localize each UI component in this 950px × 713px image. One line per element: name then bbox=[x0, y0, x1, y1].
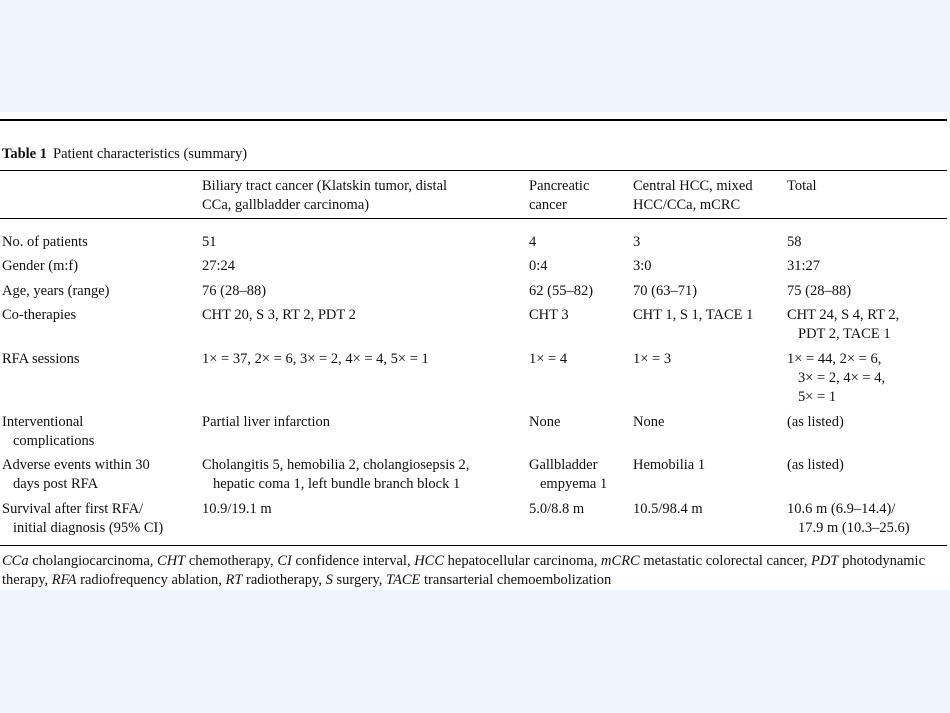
table-cell-central-hcc bbox=[633, 306, 753, 325]
cell-line: Co-therapies bbox=[2, 307, 77, 323]
header-line: Biliary tract cancer (Klatskin tumor, distal bbox=[202, 178, 448, 194]
cell-line: 1× = 44, 2× = 6, bbox=[787, 351, 882, 367]
cell-line: 62 (55–82) bbox=[529, 283, 594, 299]
table-cell-biliary bbox=[202, 413, 330, 432]
footnote-abbreviation: PDT bbox=[811, 553, 839, 569]
footnote-abbreviation: RFA bbox=[51, 572, 77, 588]
cell-line: 4 bbox=[529, 234, 537, 250]
table-cell-biliary bbox=[202, 282, 266, 301]
cell-line: empyema 1 bbox=[540, 476, 608, 492]
table-cell-biliary bbox=[202, 456, 469, 494]
header-top-rule bbox=[0, 170, 947, 171]
table-caption bbox=[2, 146, 247, 163]
cell-line: 51 bbox=[202, 234, 217, 250]
cell-line: 70 (63–71) bbox=[633, 283, 698, 299]
cell-line: 3 bbox=[633, 234, 641, 250]
cell-line: (as listed) bbox=[787, 414, 844, 430]
footnote-abbreviation: CI bbox=[277, 553, 292, 569]
cell-line: (as listed) bbox=[787, 457, 844, 473]
table-title: Patient characteristics (summary) bbox=[53, 146, 248, 162]
cell-line: 10.9/19.1 m bbox=[202, 501, 272, 517]
cell-line: 27:24 bbox=[202, 258, 236, 274]
footnote-definition: metastatic colorectal cancer, bbox=[639, 553, 812, 569]
row-label bbox=[2, 257, 78, 276]
table-cell-pancreatic bbox=[529, 306, 569, 325]
table-cell-total bbox=[787, 456, 844, 475]
footnote-definition: chemotherapy, bbox=[185, 553, 278, 569]
cell-line: None bbox=[633, 414, 665, 430]
cell-line: CHT 24, S 4, RT 2, bbox=[787, 307, 900, 323]
cell-line: 10.5/98.4 m bbox=[633, 501, 703, 517]
table-label: Table 1 bbox=[2, 146, 47, 162]
column-header-pancreatic bbox=[529, 177, 589, 215]
table-cell-total bbox=[787, 233, 802, 252]
cell-line: CHT 1, S 1, TACE 1 bbox=[633, 307, 754, 323]
table-cell-pancreatic bbox=[529, 257, 548, 276]
cell-line: Cholangitis 5, hemobilia 2, cholangiosepsis 2, bbox=[202, 457, 470, 473]
header-bottom-rule bbox=[0, 218, 947, 219]
cell-line: complications bbox=[13, 433, 95, 449]
column-header-total bbox=[787, 177, 817, 196]
cell-line: None bbox=[529, 414, 561, 430]
row-label bbox=[2, 306, 76, 325]
table-cell-pancreatic bbox=[529, 282, 593, 301]
table-cell-central-hcc bbox=[633, 413, 664, 432]
footnote-definition: radiotherapy, bbox=[242, 572, 326, 588]
cell-line: 5.0/8.8 m bbox=[529, 501, 585, 517]
table-cell-total bbox=[787, 413, 844, 432]
table-cell-biliary bbox=[202, 350, 429, 369]
footnote-definition: cholangiocarcinoma, bbox=[28, 553, 158, 569]
table-sheet bbox=[0, 112, 950, 590]
column-header-central-hcc bbox=[633, 177, 753, 215]
cell-line: 3× = 2, 4× = 4, bbox=[798, 370, 886, 386]
table-cell-pancreatic bbox=[529, 350, 567, 369]
table-cell-central-hcc bbox=[633, 233, 640, 252]
cell-line: initial diagnosis (95% CI) bbox=[13, 520, 164, 536]
table-cell-biliary bbox=[202, 500, 272, 519]
cell-line: CHT 3 bbox=[529, 307, 569, 323]
cell-line: 75 (28–88) bbox=[787, 283, 852, 299]
cell-line: Age, years (range) bbox=[2, 283, 110, 299]
cell-line: Gender (m:f) bbox=[2, 258, 79, 274]
cell-line: No. of patients bbox=[2, 234, 88, 250]
cell-line: 5× = 1 bbox=[798, 389, 837, 405]
footnote-abbreviation: mCRC bbox=[601, 553, 640, 569]
cell-line: 31:27 bbox=[787, 258, 821, 274]
cell-line: 17.9 m (10.3–25.6) bbox=[798, 520, 910, 536]
table-cell-biliary bbox=[202, 233, 217, 252]
row-label bbox=[2, 282, 109, 301]
table-cell-pancreatic bbox=[529, 413, 560, 432]
footnote-abbreviation: TACE bbox=[386, 572, 421, 588]
footnote-abbreviation: CCa bbox=[2, 553, 29, 569]
header-line: Pancreatic bbox=[529, 178, 590, 194]
cell-line: CHT 20, S 3, RT 2, PDT 2 bbox=[202, 307, 356, 323]
footnote-definition: hepatocellular carcinoma, bbox=[444, 553, 602, 569]
footnote-definition: transarterial chemoembolization bbox=[420, 572, 612, 588]
table-footnote bbox=[2, 552, 948, 590]
table-cell-pancreatic bbox=[529, 500, 584, 519]
table-cell-total bbox=[787, 350, 885, 407]
row-label bbox=[2, 413, 94, 451]
table-cell-total bbox=[787, 257, 820, 276]
cell-line: Gallbladder bbox=[529, 457, 598, 473]
table-cell-pancreatic bbox=[529, 456, 607, 494]
footnote-definition: radiofrequency ablation, bbox=[76, 572, 226, 588]
footnote-definition: photodynamic therapy, bbox=[2, 553, 926, 588]
cell-line: Interventional bbox=[2, 414, 84, 430]
cell-line: hepatic coma 1, left bundle branch block 1 bbox=[213, 476, 461, 492]
table-cell-central-hcc bbox=[633, 350, 671, 369]
cell-line: PDT 2, TACE 1 bbox=[798, 326, 891, 342]
cell-line: 10.6 m (6.9–14.4)/ bbox=[787, 501, 896, 517]
table-cell-biliary bbox=[202, 306, 356, 325]
cell-line: Adverse events within 30 bbox=[2, 457, 150, 473]
cell-line: 3:0 bbox=[633, 258, 652, 274]
cell-line: 1× = 3 bbox=[633, 351, 672, 367]
header-line: CCa, gallbladder carcinoma) bbox=[202, 197, 370, 213]
footnote-abbreviation: RT bbox=[225, 572, 243, 588]
cell-line: Partial liver infarction bbox=[202, 414, 331, 430]
footnote-abbreviation: CHT bbox=[157, 553, 186, 569]
table-cell-central-hcc bbox=[633, 456, 705, 475]
cell-line: days post RFA bbox=[13, 476, 99, 492]
cell-line: 1× = 4 bbox=[529, 351, 568, 367]
table-cell-pancreatic bbox=[529, 233, 536, 252]
table-cell-central-hcc bbox=[633, 282, 697, 301]
table-cell-central-hcc bbox=[633, 500, 703, 519]
table-bottom-rule bbox=[0, 545, 947, 546]
table-cell-central-hcc bbox=[633, 257, 652, 276]
cell-line: Survival after first RFA/ bbox=[2, 501, 144, 517]
cell-line: Hemobilia 1 bbox=[633, 457, 706, 473]
cell-line: 58 bbox=[787, 234, 802, 250]
footnote-abbreviation: S bbox=[325, 572, 333, 588]
table-cell-total bbox=[787, 282, 851, 301]
header-line: cancer bbox=[529, 197, 567, 213]
header-line: Total bbox=[787, 178, 817, 194]
footnote-definition: surgery, bbox=[332, 572, 387, 588]
column-header-biliary bbox=[202, 177, 447, 215]
top-rule bbox=[0, 119, 947, 121]
table-cell-biliary bbox=[202, 257, 235, 276]
cell-line: 0:4 bbox=[529, 258, 548, 274]
row-label bbox=[2, 500, 163, 538]
header-line: HCC/CCa, mCRC bbox=[633, 197, 741, 213]
cell-line: 1× = 37, 2× = 6, 3× = 2, 4× = 4, 5× = 1 bbox=[202, 351, 429, 367]
footnote-definition: confidence interval, bbox=[291, 553, 415, 569]
table-cell-total bbox=[787, 306, 899, 344]
header-line: Central HCC, mixed bbox=[633, 178, 753, 194]
row-label bbox=[2, 456, 150, 494]
cell-line: RFA sessions bbox=[2, 351, 80, 367]
table-cell-total bbox=[787, 500, 910, 538]
row-label bbox=[2, 350, 80, 369]
cell-line: 76 (28–88) bbox=[202, 283, 267, 299]
row-label bbox=[2, 233, 88, 252]
footnote-abbreviation: HCC bbox=[414, 553, 445, 569]
